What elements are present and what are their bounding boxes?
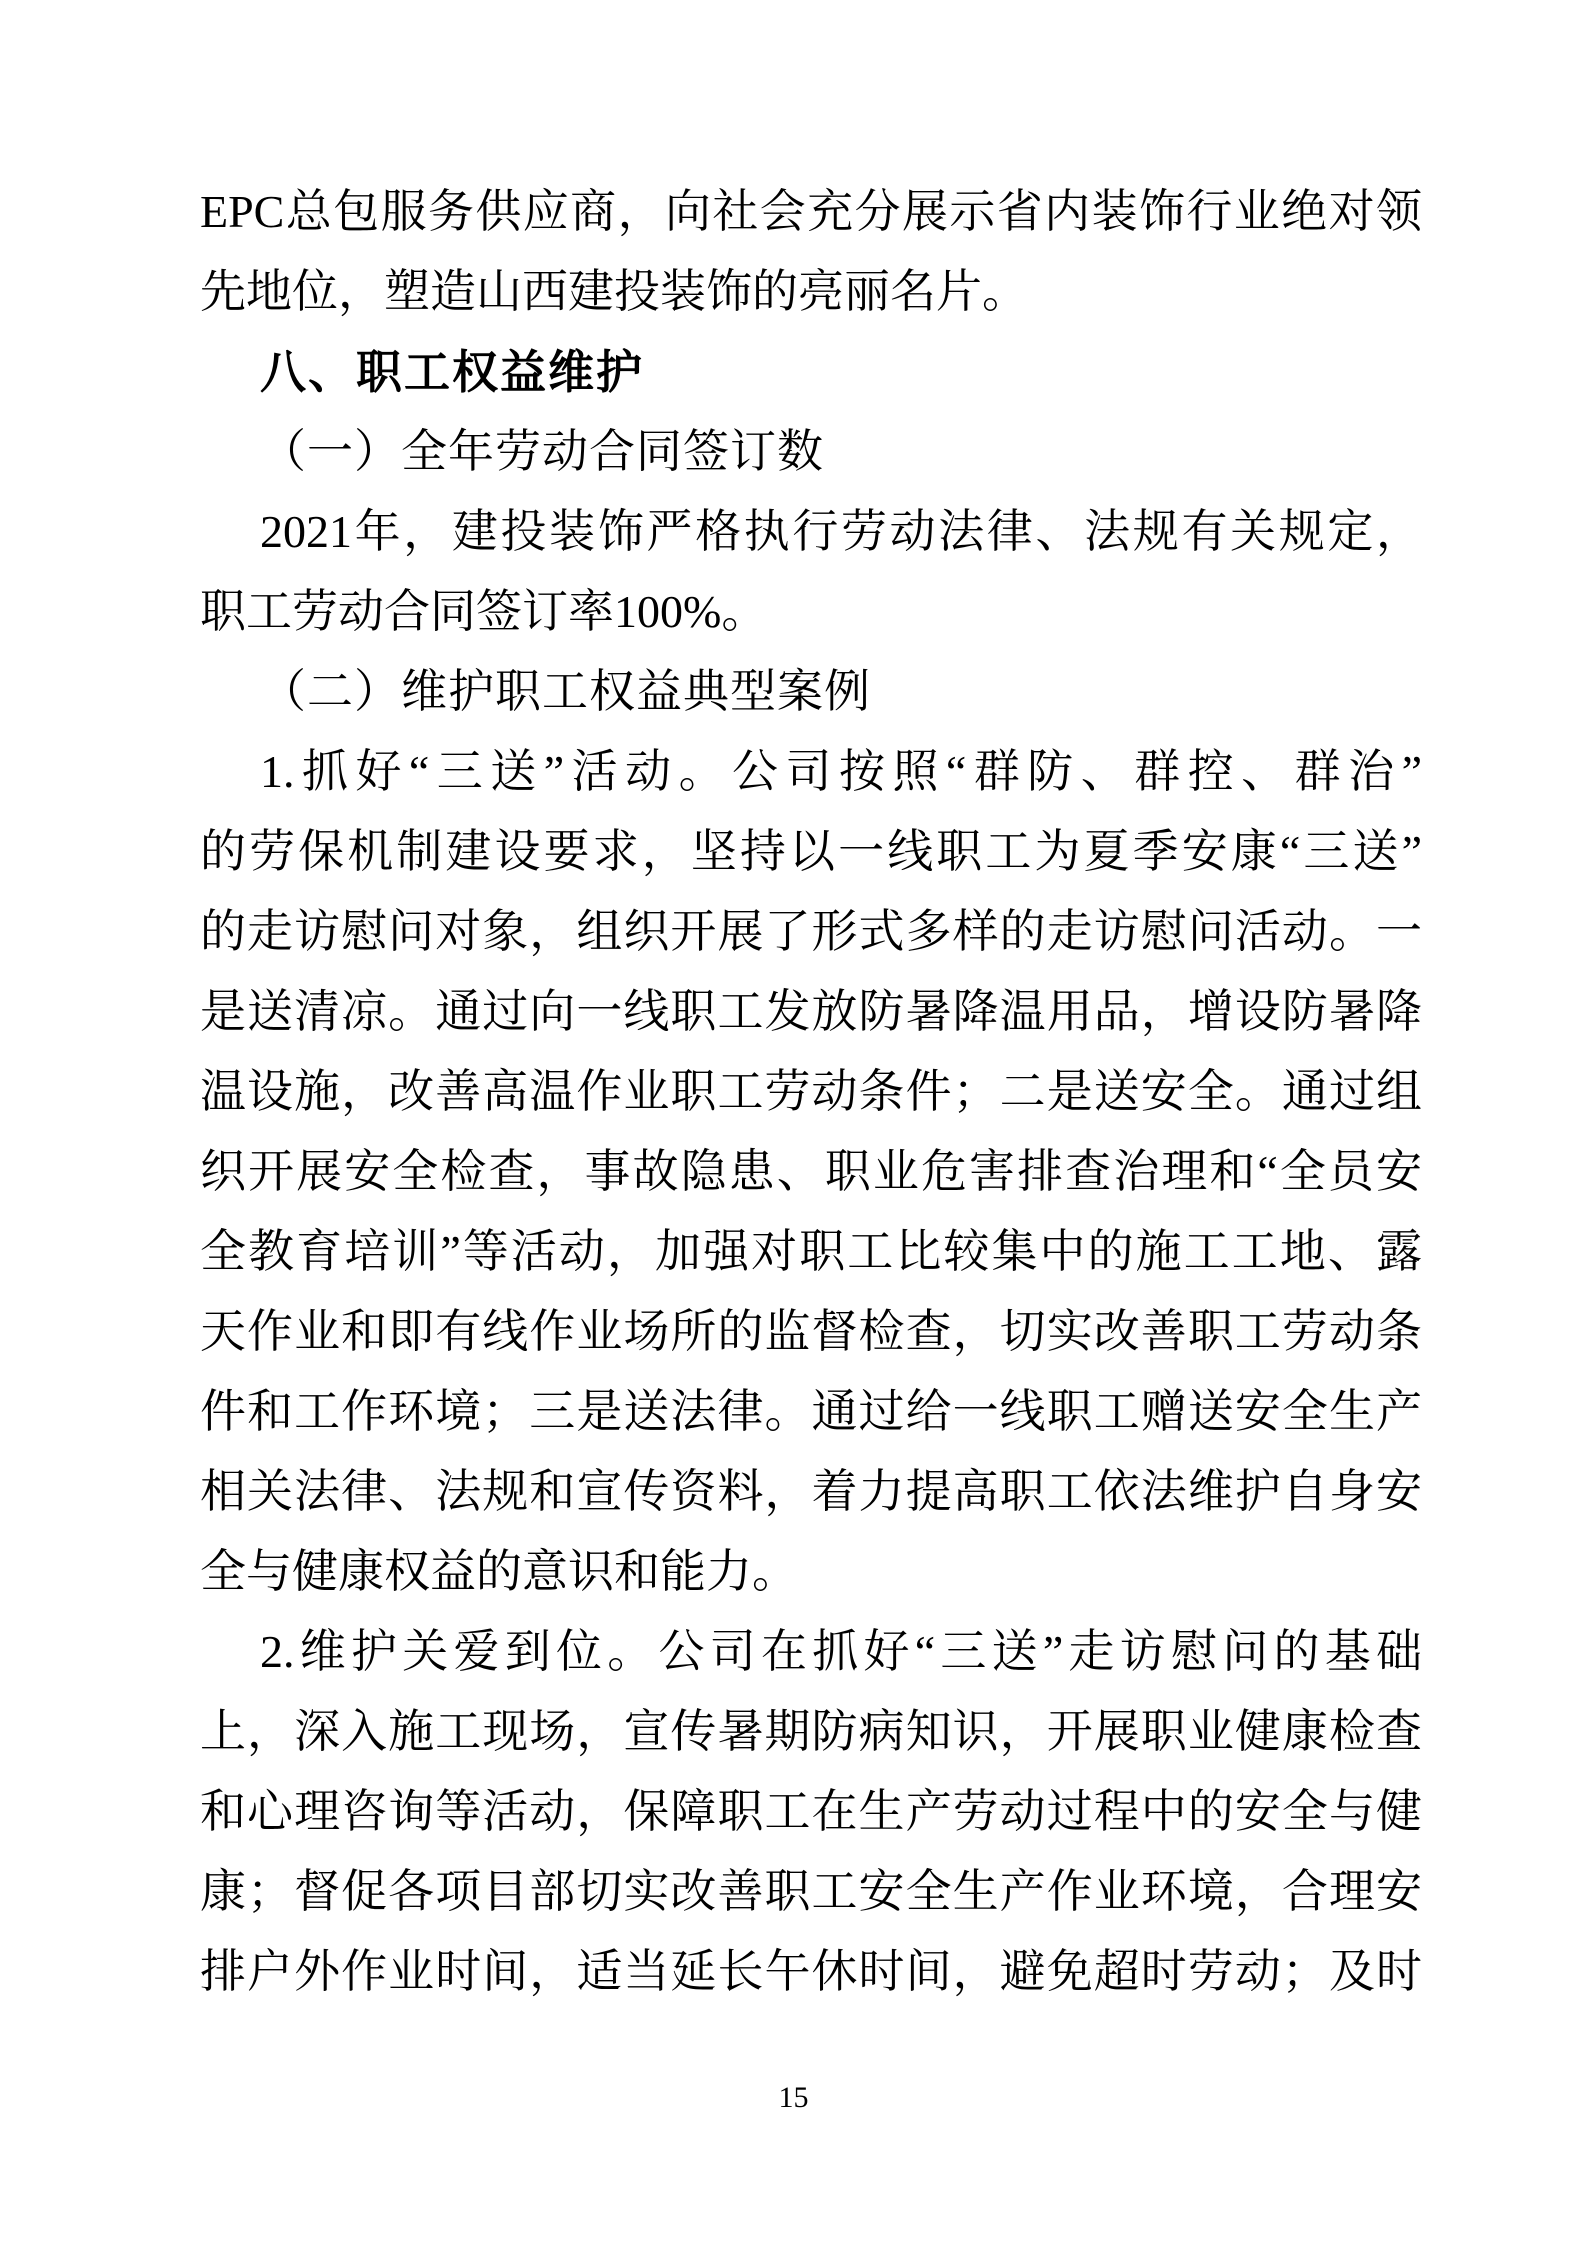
text-line: 相关法律、法规和宣传资料，着力提高职工依法维护自身安 bbox=[200, 1466, 1422, 1517]
text-line: 2.维护关爱到位。公司在抓好“三送”走访慰问的基础 bbox=[260, 1626, 1422, 1677]
text-line: 件和工作环境；三是送法律。通过给一线职工赠送安全生产 bbox=[200, 1386, 1422, 1437]
text-line: 织开展安全检查，事故隐患、职业危害排查治理和“全员安 bbox=[200, 1146, 1422, 1197]
section-heading: 八、职工权益维护 bbox=[260, 346, 644, 398]
sub-heading: （一）全年劳动合同签订数 bbox=[260, 426, 824, 477]
text-line: 温设施，改善高温作业职工劳动条件；二是送安全。通过组 bbox=[200, 1066, 1422, 1117]
text-line: 上，深入施工现场，宣传暑期防病知识，开展职业健康检查 bbox=[200, 1706, 1422, 1757]
text-line: 职工劳动合同签订率100%。 bbox=[200, 586, 768, 637]
document-body bbox=[200, 172, 1422, 2012]
text-line: EPC总包服务供应商，向社会充分展示省内装饰行业绝对领 bbox=[200, 186, 1422, 237]
text-line: 康；督促各项目部切实改善职工安全生产作业环境，合理安 bbox=[200, 1866, 1422, 1917]
sub-heading: （二）维护职工权益典型案例 bbox=[260, 666, 871, 717]
text-line: 天作业和即有线作业场所的监督检查，切实改善职工劳动条 bbox=[200, 1306, 1422, 1357]
text-line: 是送清凉。通过向一线职工发放防暑降温用品，增设防暑降 bbox=[200, 986, 1422, 1037]
text-line: 2021年，建投装饰严格执行劳动法律、法规有关规定， bbox=[260, 506, 1422, 557]
text-line: 1.抓好“三送”活动。公司按照“群防、群控、群治” bbox=[260, 746, 1422, 797]
text-line: 排户外作业时间，适当延长午休时间，避免超时劳动；及时 bbox=[200, 1946, 1422, 1997]
text-line: 全与健康权益的意识和能力。 bbox=[200, 1546, 798, 1597]
text-line: 全教育培训”等活动，加强对职工比较集中的施工工地、露 bbox=[200, 1226, 1422, 1277]
page-number: 15 bbox=[778, 2081, 809, 2114]
text-line: 先地位，塑造山西建投装饰的亮丽名片。 bbox=[200, 266, 1028, 317]
text-line: 的走访慰问对象，组织开展了形式多样的走访慰问活动。一 bbox=[200, 906, 1422, 957]
text-line: 和心理咨询等活动，保障职工在生产劳动过程中的安全与健 bbox=[200, 1786, 1422, 1837]
text-line: 的劳保机制建设要求，坚持以一线职工为夏季安康“三送” bbox=[200, 826, 1422, 877]
